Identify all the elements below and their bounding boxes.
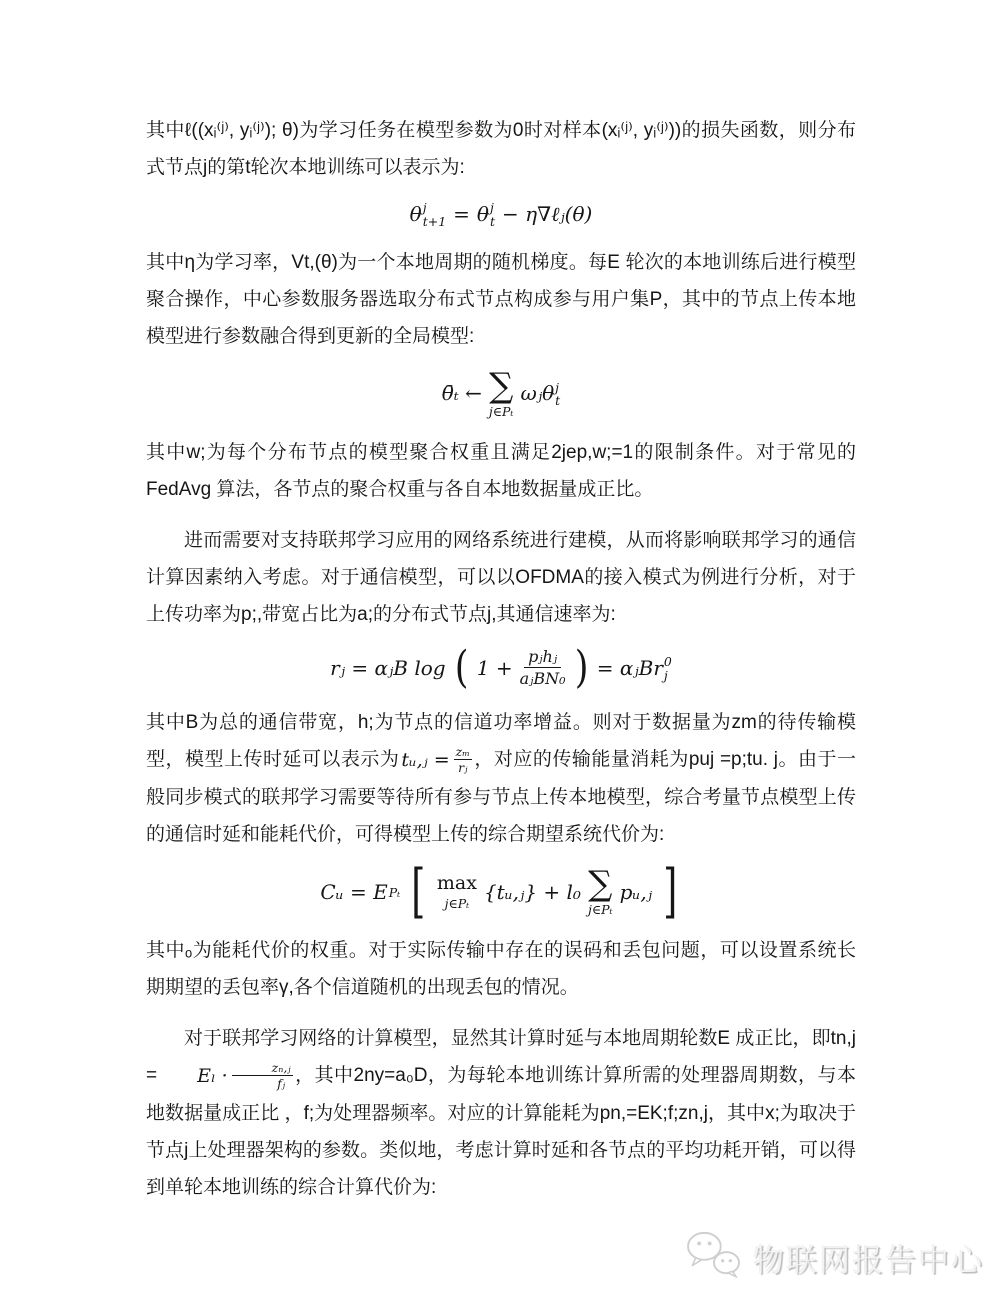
rate-rhs: = αⱼB [596,655,654,680]
global-model-lhs: θ̄ₜ ← [441,381,482,406]
cost-lhs: Cᵤ = E [320,879,388,904]
summation: ∑ j∈Pₜ [587,863,613,917]
close-bracket: ] [663,856,678,925]
close-paren: ) [574,641,588,693]
watermark [684,1230,984,1285]
one-plus: 1 + [476,655,513,680]
delay-term: {tᵤ,ⱼ} + l₀ [483,879,581,904]
document-body [146,0,856,1206]
paragraph-upload-delay: 其中B为总的通信带宽，h;为节点的信道功率增益。则对于数据量为zm的待传输模型，模型上传时延可以表示为 tᵤ,ⱼ = $\frac{\text{zₘ}}{\text{rⱼ}}$ ，对应的传输能量消耗为puj =p;tu. j。由于一般同步模式的联邦学习需要等待所有参与节点上传本地模型，综合考量节点模型上传的通信时延和能耗代价，可得模型上传的综合期望系统代价为: [146,712,856,845]
paragraph-packet-loss: 其中ₒ为能耗代价的权重。对于实际传输中存在的误码和丢包问题，可以设置系统长期期望的丢包率γ,各个信道随机的出现丢包的情况。 [146,940,856,999]
paragraph-loss-definition: 其中ℓ((xᵢ⁽ʲ⁾, yᵢ⁽ʲ⁾); θ)为学习任务在模型参数为0时对样本(xᵢ⁽ʲ⁾, yᵢ⁽ʲ⁾))的损失函数，则分布式节点j的第t轮次本地训练可以表示为: [146,120,856,178]
equals-sign: = [453,201,470,226]
theta-rhs: θ [476,201,489,226]
formula-aggregation: θ̄ₜ ← ∑ j∈Pₜ ωⱼ θ j t [441,365,561,419]
open-bracket: [ [411,856,426,925]
paragraph-learning-rate: 其中η为学习率，Vt,(θ)为一个本地周期的随机梯度。每E 轮次的本地训练后进行模型聚合操作，中心参数服务器选取分布式节点构成参与用户集P，其中的节点上传本地模型进行参数融合得到更新的全局模型: [146,251,856,347]
formula-comm-rate: rⱼ = αⱼB log ( 1 + $\frac{\text{pⱼhⱼ}}{\text{aⱼBN₀}}$ ) = αⱼB r 0 j [330,641,672,693]
weight-coefficient: ωⱼ [520,381,543,406]
rate-lhs: rⱼ = αⱼB log [330,655,446,680]
theta-term: θ [542,381,555,406]
max-operator: max j∈Pₜ [436,871,477,911]
theta-lhs: θ [409,201,422,226]
summation: ∑ j∈Pₜ [488,365,514,419]
wechat-icon [684,1230,744,1285]
formula-local-update: θ j t+1 = θ j t − η∇ℓⱼ(θ) [409,200,593,229]
paragraph-network-model: 进而需要对支持联邦学习应用的网络系统进行建模，从而将影响联邦学习的通信计算因素纳入考虑。对于通信模型，可以以OFDMA的接入模式为例进行分析，对于上传功率为p;,带宽占比为a;的分布式节点j,其通信速率为: [146,530,856,625]
r-term: r [653,655,663,680]
paragraph-compute-model: 对于联邦学习网络的计算模型，显然其计算时延与本地周期轮数E 成正比，即tn,j = Eₗ · zₙ,ⱼ fⱼ ，其中2ny=a₀D，为每轮本地训练计算所需的处理器周期数，与本地数据量成正比 ，f;为处理器频率。对应的计算能耗为pn,=EK;f;zn,j，其中x;为取决于节点j上处理器架构的参数。类似地，考虑计算时延和各节点的平均功耗开销，可以得到单轮本地训练的综合计算代价为: [146,1028,856,1198]
power-term: pᵤ,ⱼ [619,879,652,904]
inline-compute-formula: Eₗ · zₙ,ⱼ fⱼ [197,1059,291,1092]
watermark-label: 物联网报告中心 [753,1243,984,1278]
open-paren: ( [454,641,469,693]
inline-delay-formula: tᵤ,ⱼ = $\frac{\text{zₘ}}{\text{rⱼ}}$ [401,743,470,776]
paragraph-fedavg-weights: 其中w;为每个分布节点的模型聚合权重且满足2jep,w;=1的限制条件。对于常见的FedAvg 算法，各节点的聚合权重与各自本地数据量成正比。 [146,442,856,500]
gradient-term: − η∇ℓⱼ(θ) [502,201,593,226]
formula-upload-cost: Cᵤ = E Pₜ [ max j∈Pₜ {tᵤ,ⱼ} + l₀ ∑ j∈Pₜ pᵤ,ⱼ ] [320,856,678,925]
snr-fraction: $\frac{\text{pⱼhⱼ}}{\text{aⱼBN₀}}$ [519,647,566,689]
